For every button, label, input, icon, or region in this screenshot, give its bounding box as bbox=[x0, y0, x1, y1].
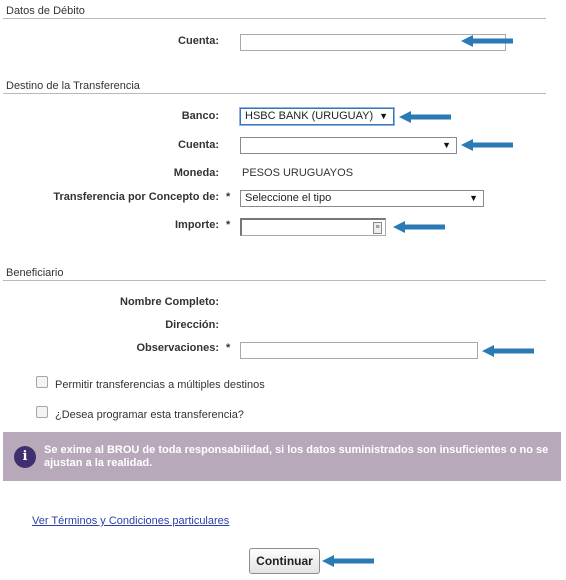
observations-field[interactable] bbox=[240, 342, 478, 359]
terms-conditions-link[interactable]: Ver Términos y Condiciones particulares bbox=[32, 515, 230, 527]
section-divider bbox=[3, 93, 546, 94]
amount-label: Importe: bbox=[175, 219, 219, 231]
arrow-indicator-icon bbox=[322, 555, 374, 567]
destination-account-select[interactable] bbox=[240, 137, 457, 154]
concept-label: Transferencia por Concepto de: bbox=[53, 191, 219, 203]
arrow-indicator-icon bbox=[461, 139, 513, 151]
arrow-indicator-icon bbox=[461, 35, 513, 47]
bank-label: Banco: bbox=[181, 110, 219, 122]
disclaimer-notice bbox=[3, 432, 561, 481]
chevron-down-icon: ▼ bbox=[442, 140, 451, 150]
disclaimer-text: Se exime al BROU de toda responsabilidad, si los datos suministrados son insuficientes o no se ajustan a la realidad. bbox=[44, 444, 549, 469]
schedule-transfer-label[interactable]: ¿Desea programar esta transferencia? bbox=[55, 409, 244, 421]
arrow-indicator-icon bbox=[482, 345, 534, 357]
full-name-label: Nombre Completo: bbox=[120, 296, 219, 308]
chevron-down-icon: ▼ bbox=[469, 193, 478, 203]
arrow-indicator-icon bbox=[393, 221, 445, 233]
currency-label: Moneda: bbox=[173, 167, 219, 179]
section-divider bbox=[3, 18, 546, 19]
section-title-destination: Destino de la Transferencia bbox=[6, 80, 140, 92]
section-title-debit: Datos de Débito bbox=[6, 5, 85, 17]
required-mark: * bbox=[226, 342, 231, 354]
concept-select[interactable] bbox=[240, 190, 484, 207]
section-divider bbox=[3, 280, 546, 281]
section-title-beneficiary: Beneficiario bbox=[6, 267, 64, 279]
address-label: Dirección: bbox=[165, 319, 219, 331]
bank-select[interactable] bbox=[240, 108, 394, 125]
currency-value: PESOS URUGUAYOS bbox=[242, 167, 354, 179]
continue-button[interactable]: Continuar bbox=[249, 548, 320, 574]
observations-label: Observaciones: bbox=[136, 342, 219, 354]
calculator-icon[interactable]: ≡ bbox=[373, 222, 382, 234]
concept-select-value: Seleccione el tipo bbox=[245, 192, 332, 204]
chevron-down-icon: ▼ bbox=[379, 111, 388, 121]
arrow-indicator-icon bbox=[399, 111, 451, 123]
required-mark: * bbox=[226, 219, 231, 231]
schedule-transfer-checkbox[interactable] bbox=[36, 406, 48, 418]
bank-select-value: HSBC BANK (URUGUAY) bbox=[245, 110, 374, 122]
info-icon: i bbox=[14, 446, 36, 468]
debit-account-label: Cuenta: bbox=[178, 35, 219, 47]
destination-account-label: Cuenta: bbox=[178, 139, 219, 151]
required-mark: * bbox=[226, 191, 231, 203]
multiple-destinations-label[interactable]: Permitir transferencias a múltiples destinos bbox=[55, 379, 265, 391]
amount-field[interactable] bbox=[240, 218, 386, 236]
multiple-destinations-checkbox[interactable] bbox=[36, 376, 48, 388]
